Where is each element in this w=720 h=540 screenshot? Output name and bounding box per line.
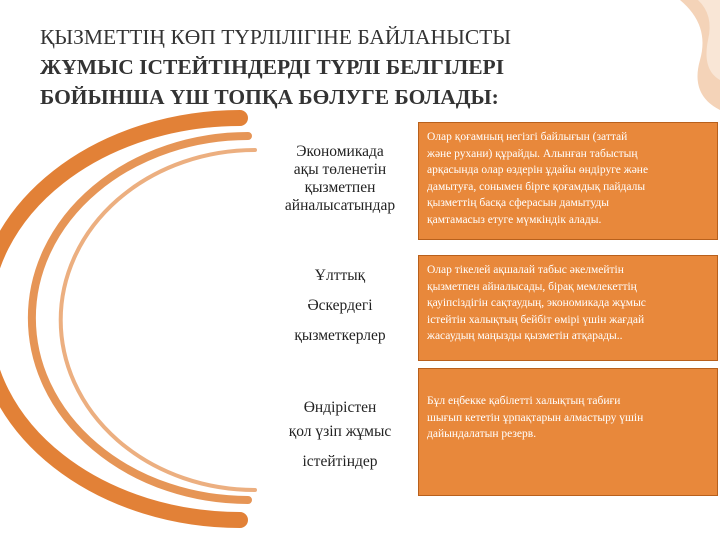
description-line: дайындалатын резерв. [427,428,537,440]
description-line: Олар қоғамның негізгі байлығын (заттай [427,131,628,143]
group-label [265,120,415,238]
group-label-line: істейтіндер [302,453,378,470]
description-line: Олар тікелей ақшалай табыс әкелмейтін [427,264,624,276]
description-line: қызметтің басқа сферасын дамытуды [427,197,609,209]
description-line: шығып кететін ұрпақтарын алмастыру үшін [427,411,644,424]
group-label-line: Әскердегі [307,297,373,314]
description-line: дамытуға, сонымен бірге қоғамдық пайдалы [427,180,646,193]
description-line: қамтамасыз етуге мүмкіндік алады. [427,213,602,226]
description-line: Бұл еңбекке қабілетті халықтың табиғи [427,395,621,407]
group-label-line: айналысатындар [284,197,396,214]
title-line-3: БОЙЫНША ҮШ ТОПҚА БӨЛУГЕ БОЛАДЫ: [40,85,499,109]
description-line: және рухани) құрайды. Алынған табыстың [427,147,638,160]
title-line-1: ҚЫЗМЕТТІҢ КӨП ТҮРЛІЛІГІНЕ БАЙЛАНЫСТЫ [40,25,512,49]
group-label-line: Өндірістен [303,399,377,416]
group-label [265,375,415,495]
group-label-line: Ұлттық [314,267,366,284]
group-label-line: ақы төленетін [293,161,387,178]
group-label-line: Экономикада [296,143,384,160]
group-label-line: қызметкерлер [294,327,386,344]
group-label [265,250,415,362]
description-line: істейтін халықтың бейбіт өмірі үшін жағдай [427,313,645,326]
description-line: қызметпен айналысады, бірақ мемлекеттің [427,280,637,293]
group-label-line: қол үзіп жұмыс [288,423,392,440]
description-line: арқасында олар өздерін ұдайы өндіруге және [427,164,649,176]
group-description [418,368,718,496]
group-description [418,255,718,361]
title-line-2: ЖҰМЫС ІСТЕЙТІНДЕРДІ ТҮРЛІ БЕЛГІЛЕРІ [40,55,505,79]
description-line: қауіпсіздігін сақтаудың, экономикада жұмыс [427,297,646,309]
group-description [418,122,718,240]
description-line: жасаудың маңызды қызметін атқарады.. [427,330,623,342]
group-label-line: қызметпен [304,179,376,196]
